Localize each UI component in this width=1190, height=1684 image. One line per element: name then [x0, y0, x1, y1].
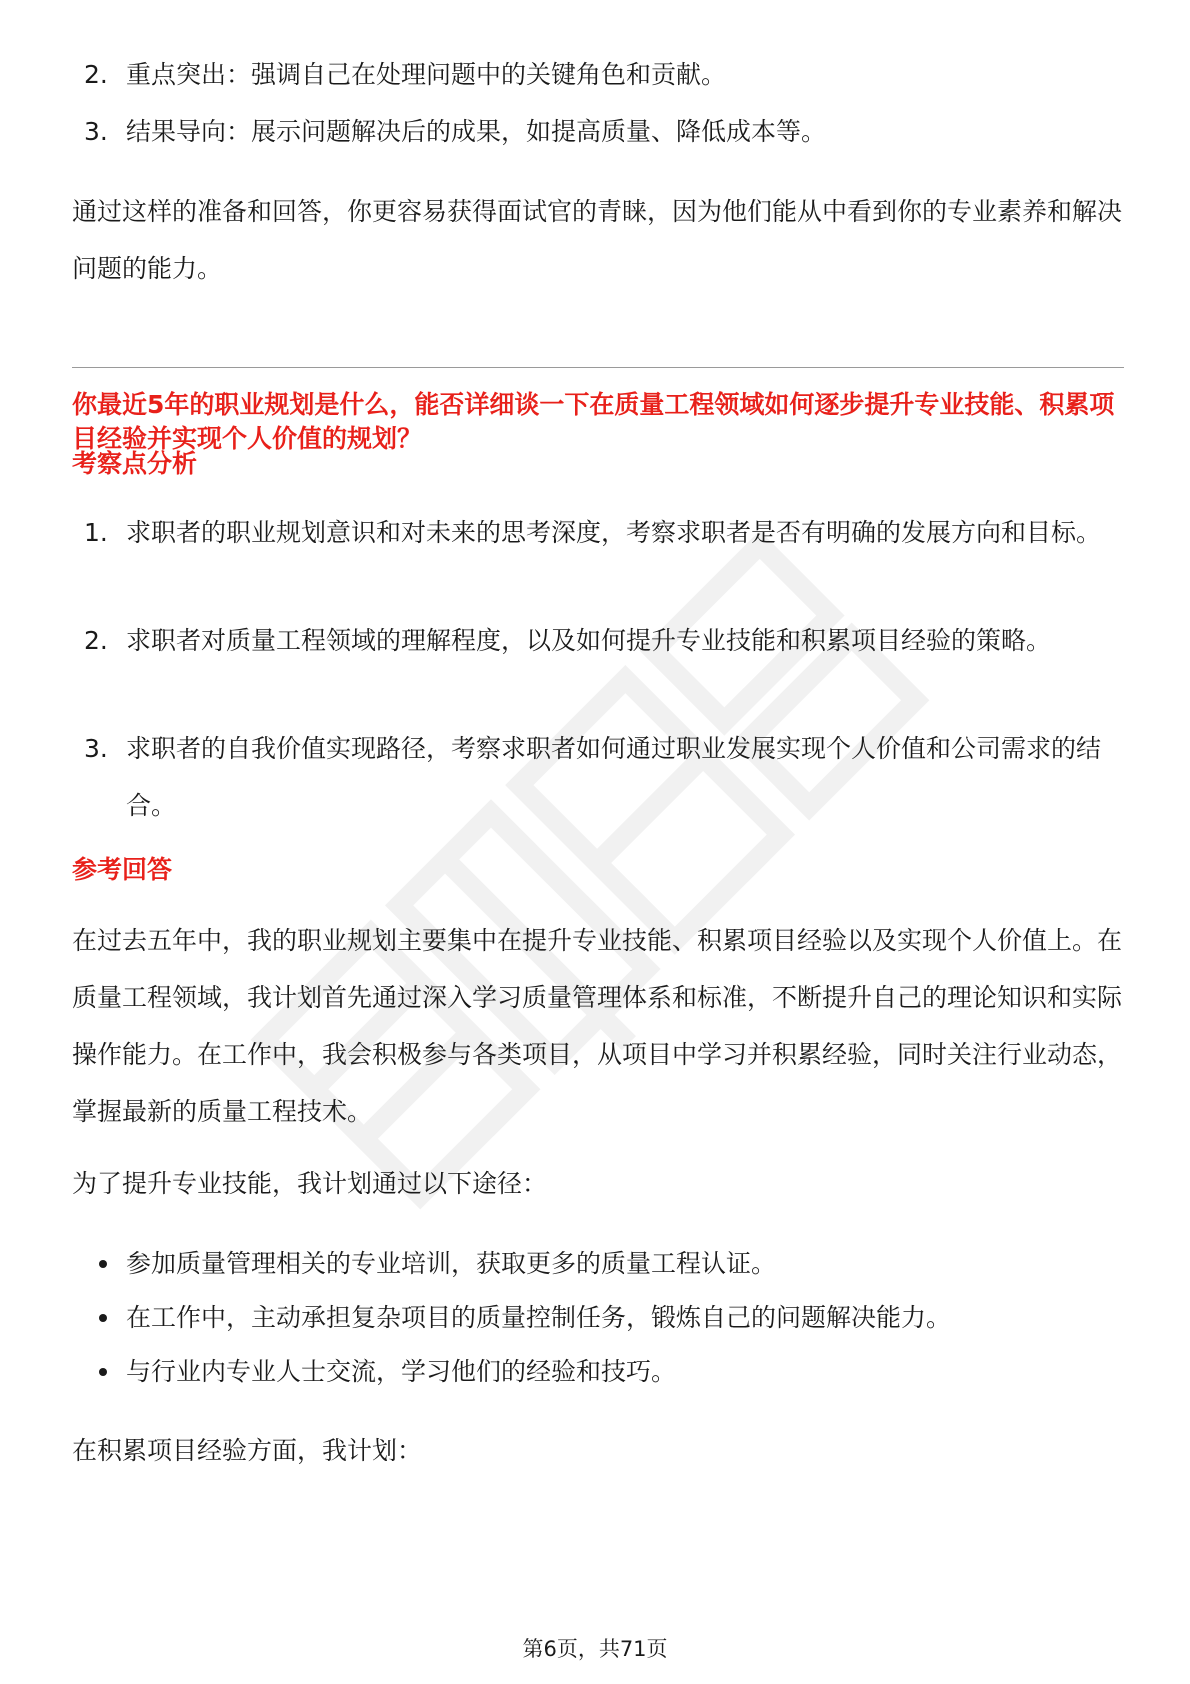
answer-paragraph: 在过去五年中，我的职业规划主要集中在提升专业技能、积累项目经验以及实现个人价值上。在质量工程领域，我计划首先通过深入学习质量管理体系和标准，不断提升自己的理论知识和实际操作能力。在工作中，我会积极参与各类项目，从项目中学习并积累经验，同时关注行业动态，掌握最新的质量工程技术。: [72, 926, 1123, 1126]
list-text: 求职者的职业规划意识和对未来的思考深度，考察求职者是否有明确的发展方向和目标。: [126, 518, 1102, 547]
bullet-icon: [99, 1368, 107, 1376]
list-number: 2.: [84, 60, 108, 89]
list-number: 1.: [84, 518, 108, 547]
answer-heading: 参考回答: [72, 855, 173, 884]
section-divider: [72, 367, 1124, 368]
page-number: 第6页，共71页: [522, 1637, 668, 1661]
answer-paragraph: 为了提升专业技能，我计划通过以下途径：: [72, 1169, 548, 1198]
bullet-icon: [99, 1260, 107, 1268]
list-text: 在工作中，主动承担复杂项目的质量控制任务，锻炼自己的问题解决能力。: [126, 1303, 952, 1332]
list-number: 2.: [84, 626, 108, 655]
list-text: 求职者对质量工程领域的理解程度，以及如何提升专业技能和积累项目经验的策略。: [126, 626, 1052, 655]
intro-paragraph: 通过这样的准备和回答，你更容易获得面试官的青睐，因为他们能从中看到你的专业素养和解决问题的能力。: [72, 197, 1123, 283]
list-number: 3.: [84, 117, 108, 146]
list-text: 结果导向：展示问题解决后的成果，如提高质量、降低成本等。: [126, 117, 827, 146]
list-text: 重点突出：强调自己在处理问题中的关键角色和贡献。: [126, 60, 727, 89]
bullet-icon: [99, 1314, 107, 1322]
analysis-heading: 考察点分析: [72, 449, 198, 478]
document-page: [72, 0, 1124, 1684]
list-text: 求职者的自我价值实现路径，考察求职者如何通过职业发展实现个人价值和公司需求的结合。: [126, 734, 1102, 820]
interview-question: 你最近5年的职业规划是什么，能否详细谈一下在质量工程领域如何逐步提升专业技能、积累项目经验并实现个人价值的规划？: [72, 390, 1115, 453]
list-text: 与行业内专业人士交流，学习他们的经验和技巧。: [126, 1357, 677, 1386]
list-number: 3.: [84, 734, 108, 763]
list-text: 参加质量管理相关的专业培训，获取更多的质量工程认证。: [126, 1249, 777, 1278]
answer-paragraph: 在积累项目经验方面，我计划：: [72, 1436, 423, 1465]
